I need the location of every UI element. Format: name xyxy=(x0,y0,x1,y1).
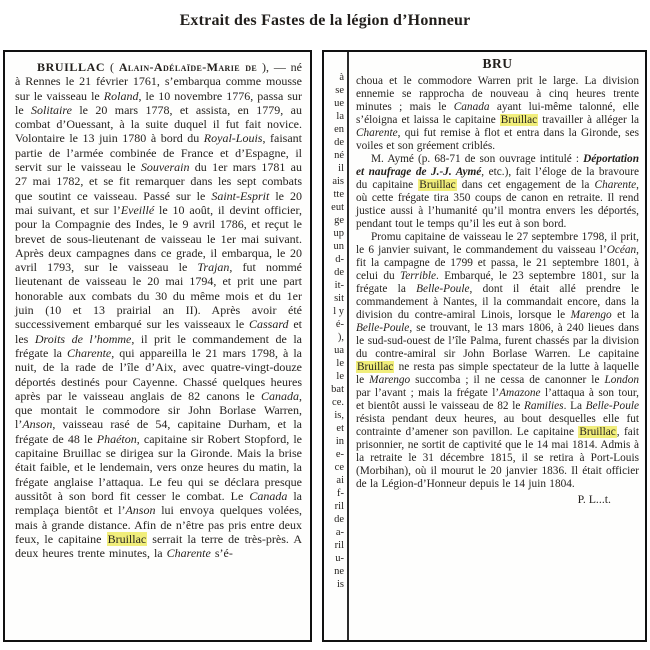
text-segment: le 20 mai suivant, et sur l’ xyxy=(15,188,302,217)
margin-fragment: e- xyxy=(335,449,344,460)
text-segment: , qui fut remise à flot et entra dans la Gironde, ses voiles et son gréement criblés. xyxy=(356,127,639,152)
text-segment: Phaéton xyxy=(96,431,137,446)
text-segment: London xyxy=(604,374,639,386)
margin-fragment: up xyxy=(333,228,344,239)
margin-fragment: le xyxy=(336,358,344,369)
text-segment: Marengo xyxy=(570,309,612,321)
margin-fragment: ua xyxy=(334,345,344,356)
text-segment: , où cette frégate tira 350 coups de canon en retraite. Il rend justice aussi à l’humanité qu’il montra envers les déportés, pendant tout le temps qu’il les eut à son bord. xyxy=(356,179,639,230)
text-segment: Anson xyxy=(22,417,53,432)
text-segment: et la xyxy=(611,309,639,321)
text-segment: ayant lui-même talonné, elle s’éloigna et laissa le capitaine xyxy=(356,101,640,126)
margin-fragment: is xyxy=(336,579,344,590)
right-column xyxy=(322,50,647,642)
text-segment: , faisant partie de l’armée combinée de France et d’Espagne, il servit sur le vaisseau le xyxy=(15,131,302,175)
margin-fragment: en xyxy=(334,124,344,135)
text-segment: , qui appareilla le 21 mars 1798, à la nuit, de la rade de l’île d’Aix, avec quatre-vingt-douze déportés destinés pour Cayenne. Chassé quelques heures après par le vaisseau anglais de 82 canons le xyxy=(15,345,303,403)
text-segment: l’attaqua à son tour, et bientôt aussi le vaisseau de 82 le xyxy=(356,387,639,412)
text-segment: lui envoya quelques volées, mais à grande distance. Afin de n’être pas pris entre deux feux, le capitaine xyxy=(15,503,302,546)
margin-fragment: ue xyxy=(334,98,344,109)
text-segment: du 1er mars 1781 au 27 mai 1782, et se fit remarquer dans les sept combats que soutint ce vaisseau. Passé sur le xyxy=(15,160,302,203)
margin-fragment: se xyxy=(335,85,344,96)
margin-fragment: ), xyxy=(337,332,344,343)
text-segment: , il prit le commandement de la frégate la xyxy=(15,331,302,360)
text-segment: . Embarqué, le 23 septembre 1801, sur la frégate la xyxy=(356,270,639,295)
text-segment: Charente xyxy=(166,546,211,561)
signature: P. L...t. xyxy=(577,492,611,506)
margin-fragment: ai xyxy=(336,475,344,486)
text-segment: résista pendant deux heures, au bout desquelles elle fut contrainte d’amener son pavillon. Le capitaine xyxy=(356,413,639,438)
text-segment: Eveillé xyxy=(120,202,155,217)
text-segment: Promu capitaine de vaisseau le 27 septembre 1798, il prit, le 6 janvier suivant, le commandement du vaisseau l’ xyxy=(356,231,639,256)
margin-fragment: d- xyxy=(335,254,344,265)
margin-fragment: la xyxy=(336,111,344,122)
margin-fragment: ge xyxy=(334,215,344,226)
right-column-main xyxy=(349,52,645,640)
margin-fragment: é- xyxy=(335,319,344,330)
text-segment: Canada xyxy=(453,101,490,113)
text-segment: Canada xyxy=(249,488,288,503)
text-segment: Amazone xyxy=(499,387,541,399)
text-segment: Belle-Poule xyxy=(585,400,639,412)
text-segment: Cassard xyxy=(248,317,289,332)
text-segment: Trajan xyxy=(197,260,230,275)
text-segment: Belle-Poule xyxy=(356,322,410,334)
text-segment: , se trouvant, le 13 mars 1806, à 240 lieues dans le sud-sud-ouest de l’île Palma, furent chassés par la division du contre-amiral sir John Borlase Warren. Le capitaine xyxy=(356,322,639,360)
margin-fragment: a- xyxy=(335,527,344,538)
margin-fragment: et xyxy=(336,423,344,434)
text-segment: , dont il était allé prendre le commandement à Nantes, il la commandait encore, dans la division du contre-amiral Linois, lorsque le xyxy=(356,283,640,321)
highlighted-term: Bruillac xyxy=(107,531,147,546)
text-segment: Charente xyxy=(356,127,398,139)
text-segment: Saint-Esprit xyxy=(211,188,270,203)
paragraph xyxy=(356,153,639,231)
paragraph xyxy=(356,75,639,153)
text-segment: , fit la campagne de 1799 et passa, le 21 septembre 1801, à celui du xyxy=(356,244,639,282)
text-segment: succomba ; il ne cessa de canonner le xyxy=(410,374,605,386)
margin-fragment: ais xyxy=(332,176,344,187)
text-segment: par l’avant ; mais la frégate l’ xyxy=(356,387,500,399)
margin-fragment: ce xyxy=(334,462,344,473)
text-segment: ), — né à Rennes le 21 février 1761, s’embarqua comme mousse sur le vaisseau le xyxy=(15,60,303,103)
highlighted-term: Bruillac xyxy=(579,426,616,438)
text-segment: s’é- xyxy=(210,546,233,561)
margin-fragment: tte xyxy=(333,189,344,200)
margin-fragment: ril xyxy=(334,540,344,551)
text-segment: Charente xyxy=(67,345,112,360)
paragraph xyxy=(356,231,639,491)
text-segment: Marengo xyxy=(369,374,411,386)
text-segment: ( xyxy=(105,60,119,74)
text-segment: , que montait le commodore sir John Borlase Warren, l’ xyxy=(15,388,302,432)
text-segment: Anson xyxy=(125,503,156,518)
text-segment: BRUILLAC xyxy=(37,60,106,74)
text-segment: Roland xyxy=(103,88,139,103)
margin-fragment: ne xyxy=(334,566,344,577)
margin-fragment: it- xyxy=(334,280,344,291)
margin-fragment: un xyxy=(333,241,344,252)
text-segment: Solitaire xyxy=(31,102,72,117)
text-segment: , vaisseau rasé de 54, capitaine Durham, et la frégate de 48 le xyxy=(15,417,302,446)
margin-fragment: le xyxy=(336,371,344,382)
text-segment: , fait prisonnier, ne sortit de captivité que le 14 mai 1814. Admis à la retraite le 31 décembre 1815, il se retira à Port-Louis (Morbihan), où il mourut le 20 janvier 1836. Il était officier de la Légion-d’Honneur depuis le 14 juin 1804. xyxy=(356,426,639,490)
margin-fragment: de xyxy=(334,137,344,148)
left-column xyxy=(3,50,312,642)
text-segment: Déportation et naufrage de J.-J. Aymé xyxy=(356,153,639,178)
text-segment: Océan xyxy=(606,244,637,256)
left-column-text xyxy=(15,60,302,560)
highlighted-term: Bruillac xyxy=(500,114,538,126)
column-header: BRU xyxy=(482,56,513,71)
text-segment: , fut nommé lieutenant de vaisseau le 20 mai 1794, et prit une part honorable aux combats du 30 du même mois et du 1er juin (10 et 13 prairial an II). Après avoir été successivement embarqué sur les vaisseaux le xyxy=(15,260,302,332)
margin-fragment: de xyxy=(334,267,344,278)
page-title: Extrait des Fastes de la légion d’Honneur xyxy=(179,12,471,29)
text-segment: Canada xyxy=(260,388,299,403)
margin-fragment: de xyxy=(334,514,344,525)
text-segment: Souverain xyxy=(140,160,190,175)
text-segment: le 20 mars 1778, et assista, en 1779, au combat d’Ouessant, à la suite duquel il fut fait novice. Volontaire le 13 juin 1780 à bord du xyxy=(15,102,302,146)
margin-fragment: sit xyxy=(334,293,344,304)
margin-fragment: bat xyxy=(331,384,344,395)
text-segment: travailler à alléger la xyxy=(538,114,639,126)
text-segment: Alain-Adélaïde-Marie de xyxy=(118,60,258,74)
text-segment: , etc.), fait l’éloge de la bravoure du capitaine xyxy=(356,166,639,191)
margin-fragment: ce. xyxy=(332,397,344,408)
text-segment: Ramilies xyxy=(524,400,564,412)
column-margin-strip xyxy=(324,52,349,640)
text-segment: Terrible xyxy=(400,270,437,282)
margin-fragment: ril xyxy=(334,501,344,512)
paragraph xyxy=(15,60,302,560)
margin-fragment: in xyxy=(335,436,344,447)
text-segment: le 10 août, il devint officier, pour la Compagnie des Indes, le 9 avril 1786, et reçut le brevet de sous-lieutenant de vaisseau le 1er mai suivant. Après deux campagnes dans ce grade, il embarqua, le 20 avril 1793, sur le vaisseau le xyxy=(15,202,302,275)
text-segment: . La xyxy=(563,400,586,412)
text-segment: Royal-Louis xyxy=(203,131,263,146)
text-segment: dans cet engagement de la xyxy=(456,179,595,191)
text-segment: ne resta pas simple spectateur de la lutte à laquelle le xyxy=(356,361,639,386)
margin-fragment: u- xyxy=(335,553,344,564)
margin-fragment: f- xyxy=(337,488,344,499)
text-segment: , capitaine sir Robert Stopford, le capitaine Bruillac se dirigea sur la Gironde. Mais la brise était faible, et le lendemain, vers onze heures du matin, la frégate anglaise l’attaqua. Le feu qui se déclara presque aussitôt à son bord fit cesser le combat. Le xyxy=(15,431,302,503)
right-column-text xyxy=(356,75,639,491)
margin-fragment: eut xyxy=(331,202,344,213)
text-segment: Belle-Poule xyxy=(416,283,470,295)
margin-fragment: is, xyxy=(334,410,344,421)
margin-fragment: né xyxy=(334,150,344,161)
margin-fragment: il xyxy=(338,163,344,174)
text-segment: et les xyxy=(15,317,302,346)
highlighted-term: Bruillac xyxy=(419,179,456,191)
text-segment: , le 10 novembre 1776, passa sur le xyxy=(15,88,302,117)
text-segment: la remplaça bientôt et l’ xyxy=(15,488,302,518)
highlighted-term: Bruillac xyxy=(357,361,394,373)
text-segment: Droits de l’homme xyxy=(34,331,132,346)
margin-fragment: à xyxy=(339,72,344,83)
text-segment: M. Aymé (p. 68-71 de son ouvrage intitulé : xyxy=(371,153,584,165)
margin-fragment: l y xyxy=(333,306,344,317)
text-segment: choua et le commodore Warren prit le large. La division ennemie se rapprocha de nouveau à cinq heures trente minutes ; mais le xyxy=(356,75,639,113)
text-segment: serrait la terre de très-près. A deux heures trente minutes, la xyxy=(15,531,303,561)
text-segment: Charente xyxy=(594,179,637,191)
